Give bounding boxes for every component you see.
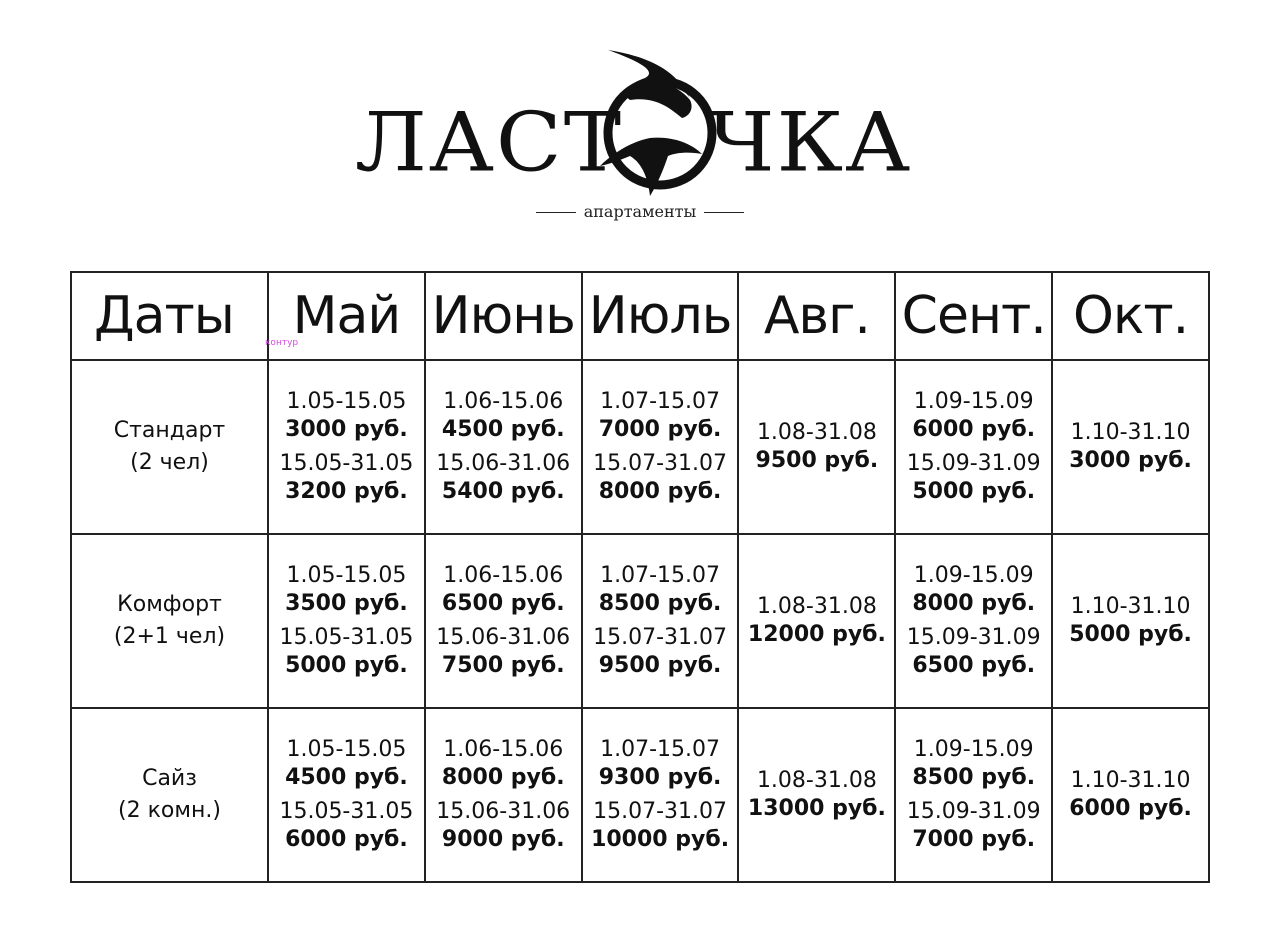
brand-logo xyxy=(350,30,930,230)
room-capacity: (2+1 чел) xyxy=(113,624,226,649)
period-entry xyxy=(426,736,581,792)
period-entry xyxy=(739,593,894,649)
price-cell xyxy=(895,708,1052,882)
period-dates: 1.06-15.06 xyxy=(443,737,564,762)
period-price: 4500 руб. xyxy=(285,765,408,790)
period-dates: 15.09-31.09 xyxy=(906,451,1041,476)
period-dates: 1.07-15.07 xyxy=(600,737,721,762)
period-price: 4500 руб. xyxy=(441,417,565,442)
period-entry xyxy=(269,798,424,854)
period-price: 3200 руб. xyxy=(285,479,408,504)
period-entry xyxy=(426,624,581,680)
brand-name-part2: ЧКА xyxy=(708,95,913,191)
period-dates: 15.06-31.06 xyxy=(436,451,571,476)
period-price: 9500 руб. xyxy=(598,653,722,678)
period-entry xyxy=(896,736,1051,792)
period-price: 6000 руб. xyxy=(912,417,1036,442)
period-entry xyxy=(896,624,1051,680)
period-dates: 1.05-15.05 xyxy=(286,389,407,414)
period-entry xyxy=(269,624,424,680)
period-price: 5400 руб. xyxy=(441,479,565,504)
price-cell xyxy=(738,360,895,534)
period-dates: 1.08-31.08 xyxy=(756,594,877,619)
period-price: 8500 руб. xyxy=(598,591,722,616)
period-entry xyxy=(739,419,894,475)
subtitle-rule-right xyxy=(704,212,744,213)
period-price: 13000 руб. xyxy=(747,796,886,821)
subtitle-text: апартаменты xyxy=(583,202,697,221)
price-cell xyxy=(1052,708,1209,882)
period-dates: 1.09-15.09 xyxy=(913,737,1034,762)
period-entry xyxy=(583,736,738,792)
room-capacity: (2 чел) xyxy=(130,450,209,475)
brand-name-part1: ЛАСТ xyxy=(355,95,624,191)
price-cell xyxy=(582,534,739,708)
period-dates: 1.08-31.08 xyxy=(756,420,877,445)
period-entry xyxy=(583,450,738,506)
period-dates: 15.09-31.09 xyxy=(906,799,1041,824)
period-entry xyxy=(583,798,738,854)
period-entry xyxy=(583,624,738,680)
header-june: Июнь xyxy=(425,272,582,360)
price-cell xyxy=(268,708,425,882)
price-cell xyxy=(895,534,1052,708)
period-entry xyxy=(426,562,581,618)
period-entry xyxy=(426,450,581,506)
period-price: 5000 руб. xyxy=(1069,622,1192,647)
period-entry xyxy=(896,450,1051,506)
period-dates: 1.09-15.09 xyxy=(913,563,1034,588)
period-price: 9500 руб. xyxy=(755,448,879,473)
period-entry xyxy=(1053,419,1208,475)
room-capacity: (2 комн.) xyxy=(118,798,221,823)
period-price: 9300 руб. xyxy=(598,765,722,790)
price-cell xyxy=(582,360,739,534)
period-price: 5000 руб. xyxy=(912,479,1036,504)
header-may: Май xyxy=(268,272,425,360)
period-dates: 1.07-15.07 xyxy=(600,563,721,588)
period-entry xyxy=(739,767,894,823)
period-entry xyxy=(896,562,1051,618)
period-price: 5000 руб. xyxy=(285,653,408,678)
room-type-cell xyxy=(71,360,268,534)
period-entry xyxy=(583,388,738,444)
period-dates: 1.08-31.08 xyxy=(756,768,877,793)
period-dates: 1.09-15.09 xyxy=(913,389,1034,414)
period-dates: 15.06-31.06 xyxy=(436,799,571,824)
period-price: 8500 руб. xyxy=(912,765,1036,790)
period-price: 6000 руб. xyxy=(1069,796,1192,821)
period-price: 10000 руб. xyxy=(591,827,730,852)
period-dates: 1.10-31.10 xyxy=(1070,420,1191,445)
price-cell xyxy=(895,360,1052,534)
period-price: 8000 руб. xyxy=(912,591,1036,616)
room-type-cell xyxy=(71,708,268,882)
price-cell xyxy=(738,534,895,708)
period-price: 3000 руб. xyxy=(285,417,408,442)
period-dates: 15.05-31.05 xyxy=(279,625,414,650)
period-dates: 15.05-31.05 xyxy=(279,799,414,824)
period-entry xyxy=(426,798,581,854)
period-dates: 1.07-15.07 xyxy=(600,389,721,414)
period-dates: 15.07-31.07 xyxy=(593,625,728,650)
table-row xyxy=(71,708,1209,882)
header-september: Сент. xyxy=(895,272,1052,360)
header-october: Окт. xyxy=(1052,272,1209,360)
header-dates: Даты xyxy=(71,272,268,360)
header-row xyxy=(71,272,1209,360)
price-cell xyxy=(738,708,895,882)
period-dates: 15.07-31.07 xyxy=(593,451,728,476)
room-name: Комфорт xyxy=(117,592,222,617)
brand-subtitle xyxy=(350,202,930,221)
period-entry xyxy=(896,798,1051,854)
period-price: 8000 руб. xyxy=(598,479,722,504)
period-price: 8000 руб. xyxy=(441,765,565,790)
header-august: Авг. xyxy=(738,272,895,360)
price-cell xyxy=(268,534,425,708)
period-price: 6500 руб. xyxy=(912,653,1036,678)
header-july: Июль xyxy=(582,272,739,360)
period-dates: 1.05-15.05 xyxy=(286,563,407,588)
period-dates: 15.06-31.06 xyxy=(436,625,571,650)
period-dates: 1.06-15.06 xyxy=(443,389,564,414)
period-price: 12000 руб. xyxy=(747,622,886,647)
price-cell xyxy=(425,534,582,708)
price-cell xyxy=(268,360,425,534)
table-row xyxy=(71,534,1209,708)
price-table xyxy=(70,271,1210,883)
table-row xyxy=(71,360,1209,534)
price-cell xyxy=(582,708,739,882)
room-type-cell xyxy=(71,534,268,708)
period-price: 6000 руб. xyxy=(285,827,408,852)
price-cell xyxy=(1052,360,1209,534)
period-entry xyxy=(269,562,424,618)
period-price: 7500 руб. xyxy=(441,653,565,678)
period-dates: 1.10-31.10 xyxy=(1070,594,1191,619)
period-entry xyxy=(269,450,424,506)
price-cell xyxy=(425,360,582,534)
period-dates: 15.07-31.07 xyxy=(593,799,728,824)
period-entry xyxy=(583,562,738,618)
subtitle-rule-left xyxy=(536,212,576,213)
contour-marker: контур xyxy=(265,338,299,348)
period-entry xyxy=(1053,593,1208,649)
period-entry xyxy=(426,388,581,444)
period-entry xyxy=(269,736,424,792)
period-price: 7000 руб. xyxy=(912,827,1036,852)
period-dates: 1.05-15.05 xyxy=(286,737,407,762)
period-price: 6500 руб. xyxy=(441,591,565,616)
period-entry xyxy=(269,388,424,444)
period-dates: 1.10-31.10 xyxy=(1070,768,1191,793)
period-price: 7000 руб. xyxy=(598,417,722,442)
period-entry xyxy=(1053,767,1208,823)
room-name: Стандарт xyxy=(113,418,226,443)
period-price: 9000 руб. xyxy=(441,827,565,852)
room-name: Сайз xyxy=(142,766,197,791)
period-dates: 15.05-31.05 xyxy=(279,451,414,476)
period-price: 3000 руб. xyxy=(1069,448,1192,473)
period-dates: 1.06-15.06 xyxy=(443,563,564,588)
period-price: 3500 руб. xyxy=(285,591,408,616)
price-cell xyxy=(425,708,582,882)
price-cell xyxy=(1052,534,1209,708)
period-entry xyxy=(896,388,1051,444)
period-dates: 15.09-31.09 xyxy=(906,625,1041,650)
